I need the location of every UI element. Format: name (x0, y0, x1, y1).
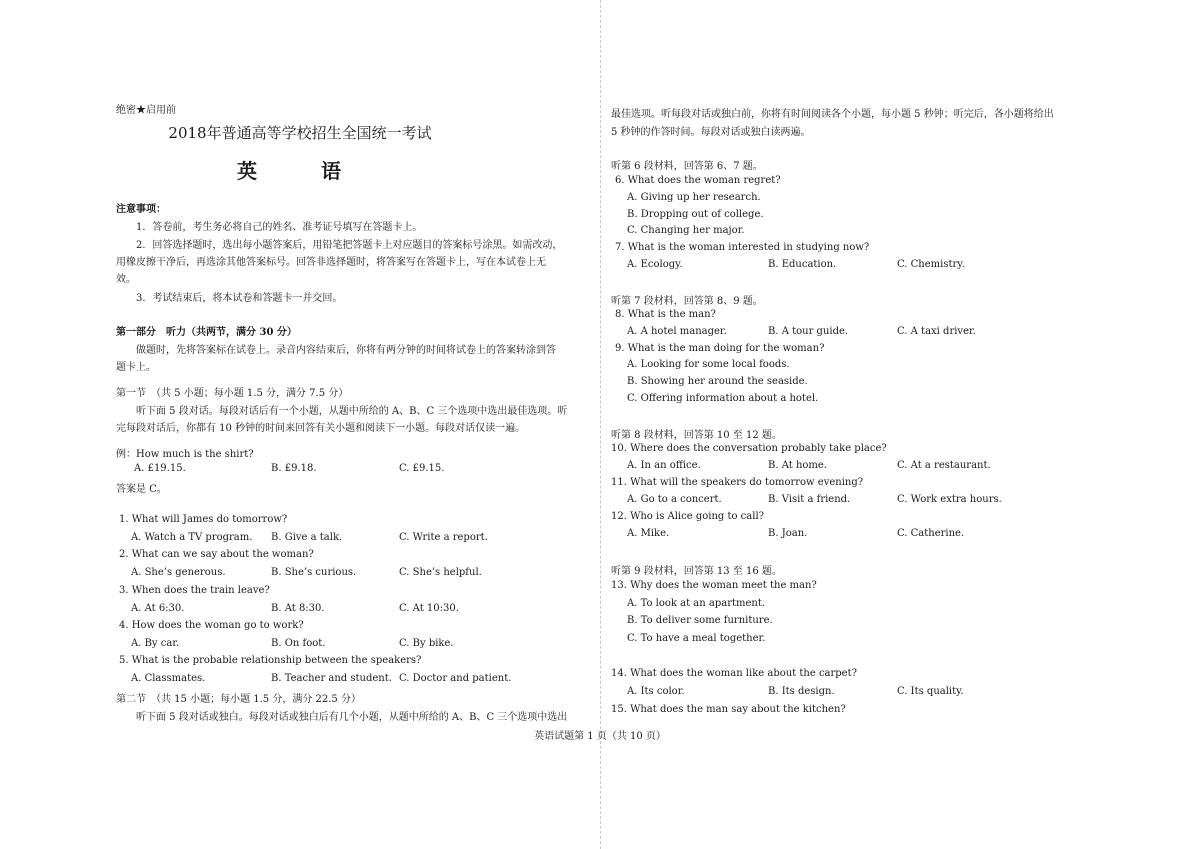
q13-option-b: B. To deliver some furniture. (627, 615, 773, 626)
q2-option-b: B. She’s curious. (271, 567, 357, 578)
question-4: 4. How does the woman go to work? (119, 620, 304, 631)
notice-item-1: 1．答卷前，考生务必将自己的姓名、准考证号填写在答题卡上。 (136, 222, 423, 233)
q7-option-a: A. Ecology. (627, 259, 683, 270)
q9-option-c: C. Offering information about a hotel. (627, 393, 819, 404)
page-fold-divider (600, 0, 601, 849)
section1-heading: 第一节 （共 5 小题；每小题 1.5 分，满分 7.5 分） (116, 388, 349, 399)
q10-option-a: A. In an office. (627, 460, 701, 471)
notice-item-2: 2．回答选择题时，选出每小题答案后，用铅笔把答题卡上对应题目的答案标号涂黑。如需改动， (136, 240, 563, 251)
q5-option-c: C. Doctor and patient. (399, 673, 512, 684)
q6-option-b: B. Dropping out of college. (627, 209, 764, 220)
q1-option-a: A. Watch a TV program. (131, 532, 253, 543)
notice-item-2-end: 效。 (116, 274, 136, 285)
question-9: 9. What is the man doing for the woman? (615, 343, 825, 354)
question-13: 13. Why does the woman meet the man? (611, 580, 817, 591)
q12-option-c: C. Catherine. (897, 528, 965, 539)
confidential-label: 绝密★启用前 (116, 105, 176, 116)
example-answer: 答案是 C。 (116, 484, 167, 495)
q9-option-b: B. Showing her around the seaside. (627, 376, 808, 387)
q12-option-a: A. Mike. (627, 528, 670, 539)
question-2: 2. What can we say about the woman? (119, 549, 314, 560)
q3-option-a: A. At 6:30. (131, 603, 185, 614)
q13-option-a: A. To look at an apartment. (627, 598, 766, 609)
part1-intro: 做题时，先将答案标在试卷上。录音内容结束后，你将有两分钟的时间将试卷上的答案转涂到答 (136, 345, 556, 356)
question-15: 15. What does the man say about the kitchen? (611, 704, 846, 715)
question-5: 5. What is the probable relationship between the speakers? (119, 655, 422, 666)
q1-option-c: C. Write a report. (399, 532, 488, 543)
q4-option-c: C. By bike. (399, 638, 454, 649)
section2-intro: 听下面 5 段对话或独白。每段对话或独白后有几个小题，从题中所给的 A、B、C 三个选项中选出 (136, 712, 568, 723)
q11-option-c: C. Work extra hours. (897, 494, 1002, 505)
q10-option-c: C. At a restaurant. (897, 460, 991, 471)
question-11: 11. What will the speakers do tomorrow evening? (611, 477, 864, 488)
part1-intro-cont: 题卡上。 (116, 362, 156, 373)
question-12: 12. Who is Alice going to call? (611, 511, 765, 522)
material-9-heading: 听第 9 段材料，回答第 13 至 16 题。 (611, 566, 782, 577)
material-8-heading: 听第 8 段材料，回答第 10 至 12 题。 (611, 430, 782, 441)
q12-option-b: B. Joan. (768, 528, 808, 539)
q2-option-c: C. She’s helpful. (399, 567, 482, 578)
q8-option-c: C. A taxi driver. (897, 326, 976, 337)
q7-option-b: B. Education. (768, 259, 837, 270)
section2-intro-cont: 最佳选项。听每段对话或独白前，你将有时间阅读各个小题，每小题 5 秒钟；听完后，各小题将给出 (611, 109, 1054, 120)
notice-heading: 注意事项： (116, 204, 166, 215)
q5-option-a: A. Classmates. (131, 673, 206, 684)
q11-option-a: A. Go to a concert. (627, 494, 722, 505)
section1-intro-cont: 完每段对话后，你都有 10 秒钟的时间来回答有关小题和阅读下一小题。每段对话仅读一遍。 (116, 423, 526, 434)
q14-option-a: A. Its color. (627, 686, 685, 697)
example-option-b: B. £9.18. (271, 463, 317, 474)
section1-intro: 听下面 5 段对话。每段对话后有一个小题，从题中所给的 A、B、C 三个选项中选出最佳选项。听 (136, 406, 568, 417)
material-7-heading: 听第 7 段材料，回答第 8、9 题。 (611, 296, 763, 307)
section2-heading: 第二节 （共 15 小题；每小题 1.5 分，满分 22.5 分） (116, 694, 361, 705)
q3-option-b: B. At 8:30. (271, 603, 325, 614)
q4-option-a: A. By car. (131, 638, 180, 649)
notice-item-3: 3．考试结束后，将本试卷和答题卡一并交回。 (136, 293, 343, 304)
question-14: 14. What does the woman like about the carpet? (611, 668, 857, 679)
q3-option-c: C. At 10:30. (399, 603, 459, 614)
q13-option-c: C. To have a meal together. (627, 633, 766, 644)
part1-heading: 第一部分 听力（共两节，满分 30 分） (116, 327, 297, 338)
q2-option-a: A. She’s generous. (131, 567, 226, 578)
section2-intro-end: 5 秒钟的作答时间。每段对话或独白读两遍。 (611, 127, 811, 138)
subject-title: 英 语 (237, 159, 363, 183)
q14-option-c: C. Its quality. (897, 686, 964, 697)
question-1: 1. What will James do tomorrow? (119, 514, 288, 525)
question-8: 8. What is the man? (615, 309, 716, 320)
q8-option-b: B. A tour guide. (768, 326, 849, 337)
question-7: 7. What is the woman interested in studying now? (615, 242, 870, 253)
question-3: 3. When does the train leave? (119, 585, 270, 596)
q8-option-a: A. A hotel manager. (627, 326, 727, 337)
example-option-c: C. £9.15. (399, 463, 445, 474)
example-option-a: A. £19.15. (134, 463, 186, 474)
q1-option-b: B. Give a talk. (271, 532, 343, 543)
q10-option-b: B. At home. (768, 460, 827, 471)
notice-item-2-cont: 用橡皮擦干净后，再选涂其他答案标号。回答非选择题时，将答案写在答题卡上，写在本试卷上无 (116, 257, 546, 268)
q5-option-b: B. Teacher and student. (271, 673, 392, 684)
example-question: 例：How much is the shirt? (116, 449, 254, 460)
q6-option-c: C. Changing her major. (627, 225, 745, 236)
q9-option-a: A. Looking for some local foods. (627, 359, 790, 370)
q7-option-c: C. Chemistry. (897, 259, 965, 270)
material-6-heading: 听第 6 段材料，回答第 6、7 题。 (611, 161, 763, 172)
q4-option-b: B. On foot. (271, 638, 326, 649)
q6-option-a: A. Giving up her research. (627, 192, 761, 203)
question-10: 10. Where does the conversation probably take place? (611, 443, 887, 454)
question-6: 6. What does the woman regret? (615, 175, 781, 186)
page-footer: 英语试题第 1 页（共 10 页） (534, 731, 666, 742)
q14-option-b: B. Its design. (768, 686, 835, 697)
q11-option-b: B. Visit a friend. (768, 494, 851, 505)
exam-title: 2018年普通高等学校招生全国统一考试 (168, 124, 432, 142)
